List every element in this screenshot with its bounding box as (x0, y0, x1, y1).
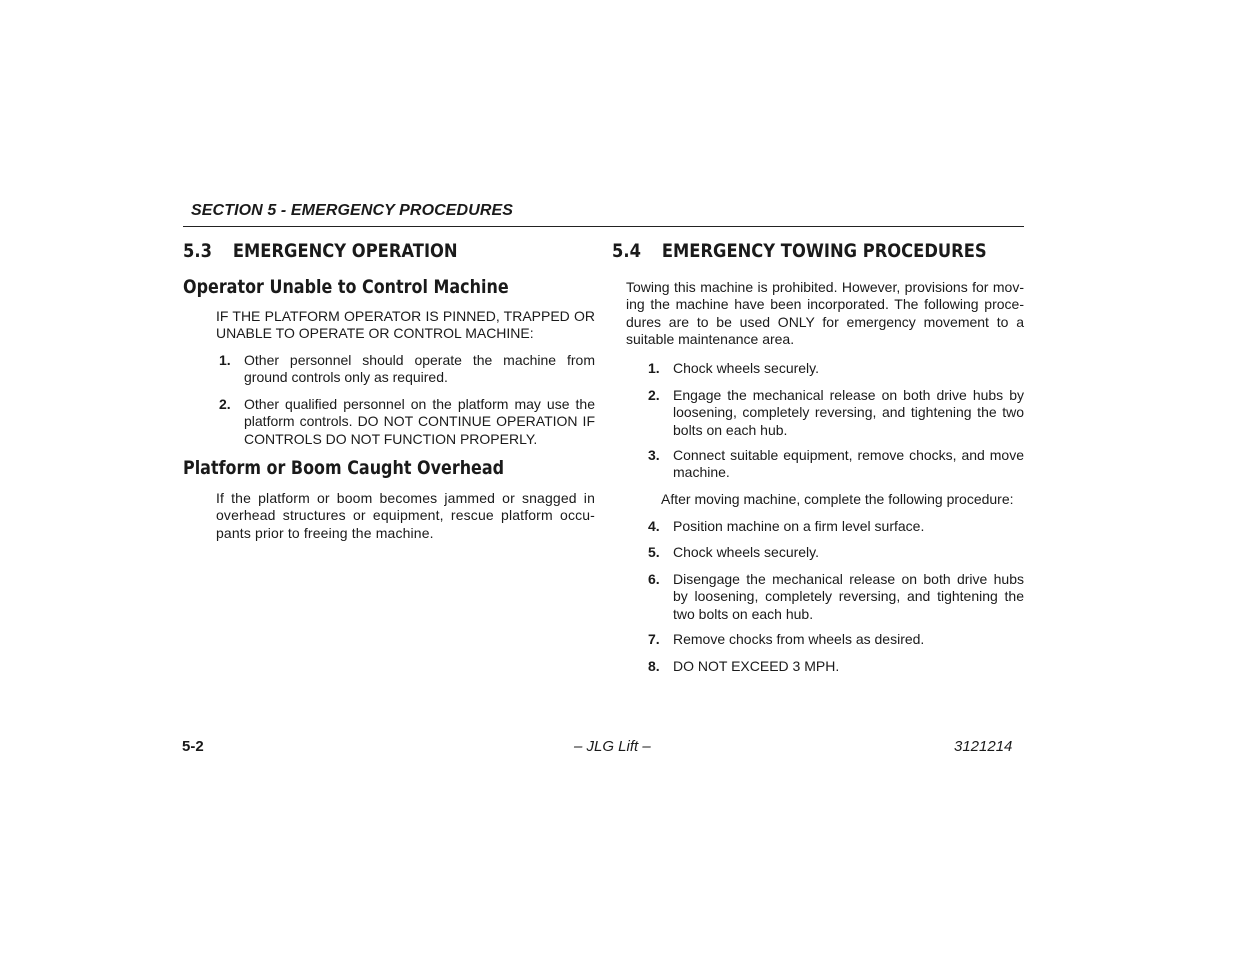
list-item-text: Chock wheels securely. (673, 360, 820, 376)
list-item-text: Other qualified personnel on the platform may use the platform controls. DO NOT CONTINUE OPERATION IF CONTROLS DO NOT FUNCTION PROPERLY. (244, 396, 595, 447)
heading-5-4 (612, 240, 987, 262)
heading-5-4-title: EMERGENCY TOWING PROCEDURES (661, 240, 987, 262)
subheading-platform-caught: Platform or Boom Caught Overhead (183, 457, 505, 479)
list-item-number: 6. (648, 571, 660, 587)
list-item-number: 1. (648, 360, 660, 376)
list-item-number: 2. (219, 396, 231, 412)
list-item-number: 5. (648, 544, 660, 560)
list-item-text: Position machine on a firm level surface. (673, 518, 925, 534)
list-item-number: 1. (219, 352, 231, 368)
header-rule (183, 226, 1024, 227)
towing-list-a (645, 360, 1024, 490)
list-item-text: Other personnel should operate the machine from ground controls only as required. (244, 352, 595, 386)
heading-5-3 (183, 240, 458, 262)
after-moving-note: After moving machine, complete the following procedure: (661, 491, 1014, 507)
platform-caught-text: If the platform or boom becomes jammed or snagged in overhead structures or equipment, rescue platform occu-pants prior to freeing the machine. (216, 490, 595, 541)
list-item-number: 8. (648, 658, 660, 674)
list-item-text: Chock wheels securely. (673, 544, 820, 560)
list-item-text: Disengage the mechanical release on both drive hubs by loosening, completely reversing, and tightening the two bolts on each hub. (673, 571, 1024, 622)
towing-intro: Towing this machine is prohibited. However, provisions for mov-ing the machine have been incorporated. The following proce-dures are to be used ONLY for emergency movement to a suitable maintenance area. (626, 279, 1024, 347)
list-item-text: Remove chocks from wheels as desired. (673, 631, 925, 647)
list-item-number: 7. (648, 631, 660, 647)
list-item-number: 2. (648, 387, 660, 403)
footer-publisher: – JLG Lift – (574, 738, 651, 755)
list-item-text: Engage the mechanical release on both drive hubs by loosening, completely reversing, and tightening the two bolts on each hub. (673, 387, 1024, 438)
subheading-operator-unable: Operator Unable to Control Machine (183, 276, 509, 298)
list-item-text: DO NOT EXCEED 3 MPH. (673, 658, 840, 674)
list-item-number: 4. (648, 518, 660, 534)
heading-5-4-number: 5.4 (612, 240, 641, 262)
footer-page-number: 5-2 (182, 738, 204, 755)
heading-5-3-number: 5.3 (183, 240, 212, 262)
operator-unable-list (216, 352, 595, 452)
operator-unable-intro: IF THE PLATFORM OPERATOR IS PINNED, TRAPPED OR UNABLE TO OPERATE OR CONTROL MACHINE: (216, 308, 595, 342)
footer-doc-number: 3121214 (954, 738, 1013, 755)
heading-5-3-title: EMERGENCY OPERATION (232, 240, 458, 262)
towing-list-b (645, 518, 1024, 678)
list-item-number: 3. (648, 447, 660, 463)
section-header: SECTION 5 - EMERGENCY PROCEDURES (191, 202, 514, 219)
list-item-text: Connect suitable equipment, remove chocks, and move machine. (673, 447, 1024, 481)
